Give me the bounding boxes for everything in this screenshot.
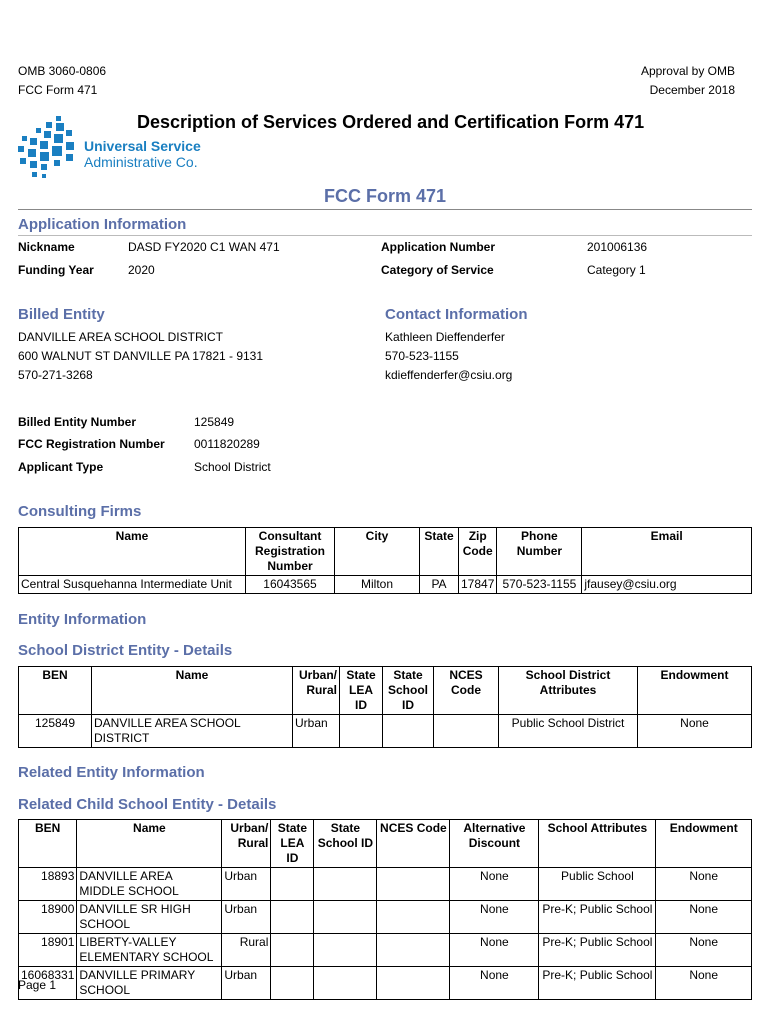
nickname-label: Nickname: [18, 240, 75, 254]
col-state-lea-id: State LEA ID: [340, 667, 383, 715]
table-row: [19, 715, 752, 748]
cell-ben: 18893: [19, 868, 77, 901]
col-ben: BEN: [19, 820, 77, 868]
cell-endowment: None: [638, 715, 752, 748]
col-urban-rural: Urban/ Rural: [222, 820, 271, 868]
table-row: [19, 967, 752, 1000]
cell-state-school-id: [314, 967, 377, 1000]
logo-line-1: Universal Service: [84, 138, 201, 154]
col-state: State: [420, 528, 459, 576]
usac-logo-icon: [16, 114, 80, 184]
cell-nces-code: [377, 901, 450, 934]
cell-state: PA: [420, 576, 459, 594]
fcc-registration-value: 0011820289: [194, 437, 260, 451]
col-state-lea-id: State LEA ID: [271, 820, 314, 868]
cell-state-school-id: [314, 868, 377, 901]
category-value: Category 1: [587, 263, 646, 277]
cell-urban-rural: Urban: [293, 715, 340, 748]
col-district-attributes: School District Attributes: [499, 667, 638, 715]
consulting-firms-heading: Consulting Firms: [18, 503, 142, 520]
cell-nces-code: [377, 868, 450, 901]
cell-ben: 18900: [19, 901, 77, 934]
related-child-table: [18, 819, 752, 1000]
cell-state-lea-id: [340, 715, 383, 748]
cell-name: DANVILLE AREA SCHOOL DISTRICT: [92, 715, 293, 748]
cell-state-lea-id: [271, 934, 314, 967]
cell-state-school-id: [383, 715, 434, 748]
cell-urban-rural: Urban: [222, 967, 271, 1000]
ben-value: 125849: [194, 415, 235, 429]
cell-state-school-id: [314, 934, 377, 967]
cell-endowment: None: [656, 967, 752, 1000]
cell-endowment: None: [656, 868, 752, 901]
category-label: Category of Service: [381, 263, 494, 277]
entity-info-heading: Entity Information: [18, 611, 147, 628]
cell-name: Central Susquehanna Intermediate Unit: [19, 576, 246, 594]
cell-urban-rural: Urban: [222, 868, 271, 901]
form-number: FCC Form 471: [18, 83, 98, 97]
fcc-registration-label: FCC Registration Number: [18, 437, 165, 451]
cell-endowment: None: [656, 901, 752, 934]
page-title: Description of Services Ordered and Certification Form 471: [137, 112, 645, 132]
cell-urban-rural: Urban: [222, 901, 271, 934]
related-child-heading: Related Child School Entity - Details: [18, 796, 277, 813]
approval-date: December 2018: [649, 83, 735, 97]
related-entity-heading: Related Entity Information: [18, 764, 205, 781]
funding-year-label: Funding Year: [18, 263, 94, 277]
nickname-value: DASD FY2020 C1 WAN 471: [128, 240, 280, 254]
cell-school-attributes: Pre-K; Public School: [539, 934, 656, 967]
cell-phone: 570-523-1155: [497, 576, 582, 594]
cell-nces-code: [434, 715, 499, 748]
col-name: Name: [77, 820, 222, 868]
col-nces-code: NCES Code: [434, 667, 499, 715]
cell-school-attributes: Pre-K; Public School: [539, 967, 656, 1000]
col-phone: Phone Number: [497, 528, 582, 576]
title-rule: [18, 209, 752, 210]
application-number-value: 201006136: [587, 240, 648, 254]
billed-entity-address: 600 WALNUT ST DANVILLE PA 17821 - 9131: [18, 349, 264, 363]
billed-entity-name: DANVILLE AREA SCHOOL DISTRICT: [18, 330, 223, 344]
table-row: [19, 901, 752, 934]
cell-name: DANVILLE PRIMARY SCHOOL: [77, 967, 222, 1000]
col-name: Name: [19, 528, 246, 576]
contact-info-heading: Contact Information: [385, 306, 528, 323]
form-subtitle: FCC Form 471: [323, 186, 447, 206]
cell-school-attributes: Pre-K; Public School: [539, 901, 656, 934]
col-state-school-id: State School ID: [314, 820, 377, 868]
col-state-school-id: State School ID: [383, 667, 434, 715]
col-urban-rural: Urban/ Rural: [293, 667, 340, 715]
table-header-row: [19, 820, 752, 868]
table-header-row: [19, 528, 752, 576]
applicant-type-label: Applicant Type: [18, 460, 104, 474]
cell-name: LIBERTY-VALLEY ELEMENTARY SCHOOL: [77, 934, 222, 967]
cell-alternative-discount: None: [450, 901, 539, 934]
col-endowment: Endowment: [638, 667, 752, 715]
funding-year-value: 2020: [128, 263, 155, 277]
cell-ben: 18901: [19, 934, 77, 967]
table-header-row: [19, 667, 752, 715]
table-row: [19, 934, 752, 967]
cell-name: DANVILLE SR HIGH SCHOOL: [77, 901, 222, 934]
cell-registration: 16043565: [246, 576, 335, 594]
cell-zip: 17847: [459, 576, 497, 594]
col-city: City: [335, 528, 420, 576]
cell-ben: 125849: [19, 715, 92, 748]
billed-entity-phone: 570-271-3268: [18, 368, 93, 382]
cell-endowment: None: [656, 934, 752, 967]
contact-email: kdieffenderfer@csiu.org: [385, 368, 513, 382]
cell-nces-code: [377, 934, 450, 967]
table-row: [19, 868, 752, 901]
applicant-type-value: School District: [194, 460, 271, 474]
cell-state-lea-id: [271, 901, 314, 934]
col-school-attributes: School Attributes: [539, 820, 656, 868]
cell-alternative-discount: None: [450, 868, 539, 901]
cell-nces-code: [377, 967, 450, 1000]
logo-line-2: Administrative Co.: [84, 154, 198, 170]
cell-state-school-id: [314, 901, 377, 934]
omb-approval: Approval by OMB: [640, 64, 735, 78]
cell-name: DANVILLE AREA MIDDLE SCHOOL: [77, 868, 222, 901]
cell-alternative-discount: None: [450, 967, 539, 1000]
col-endowment: Endowment: [656, 820, 752, 868]
cell-ben: 16068331: [19, 967, 77, 1000]
cell-urban-rural: Rural: [222, 934, 271, 967]
cell-alternative-discount: None: [450, 934, 539, 967]
cell-state-lea-id: [271, 967, 314, 1000]
school-district-heading: School District Entity - Details: [18, 642, 233, 659]
ben-label: Billed Entity Number: [18, 415, 137, 429]
school-district-table: [18, 666, 752, 748]
logo-wordmark: [84, 138, 201, 170]
col-ben: BEN: [19, 667, 92, 715]
table-row: [19, 576, 752, 594]
col-consultant-registration: Consultant Registration Number: [246, 528, 335, 576]
application-info-heading: Application Information: [18, 216, 187, 233]
col-zip: Zip Code: [459, 528, 497, 576]
cell-state-lea-id: [271, 868, 314, 901]
application-rule: [18, 235, 752, 236]
billed-entity-heading: Billed Entity: [18, 306, 105, 323]
cell-district-attributes: Public School District: [499, 715, 638, 748]
contact-phone: 570-523-1155: [385, 349, 459, 363]
cell-email: jfausey@csiu.org: [582, 576, 752, 594]
cell-school-attributes: Public School: [539, 868, 656, 901]
omb-number: OMB 3060-0806: [18, 64, 107, 78]
col-email: Email: [582, 528, 752, 576]
col-nces-code: NCES Code: [377, 820, 450, 868]
consulting-firms-table: [18, 527, 752, 594]
col-alternative-discount: Alternative Discount: [450, 820, 539, 868]
contact-name: Kathleen Dieffenderfer: [385, 330, 505, 344]
page-number: Page 1: [18, 978, 57, 992]
col-name: Name: [92, 667, 293, 715]
cell-city: Milton: [335, 576, 420, 594]
application-number-label: Application Number: [381, 240, 496, 254]
